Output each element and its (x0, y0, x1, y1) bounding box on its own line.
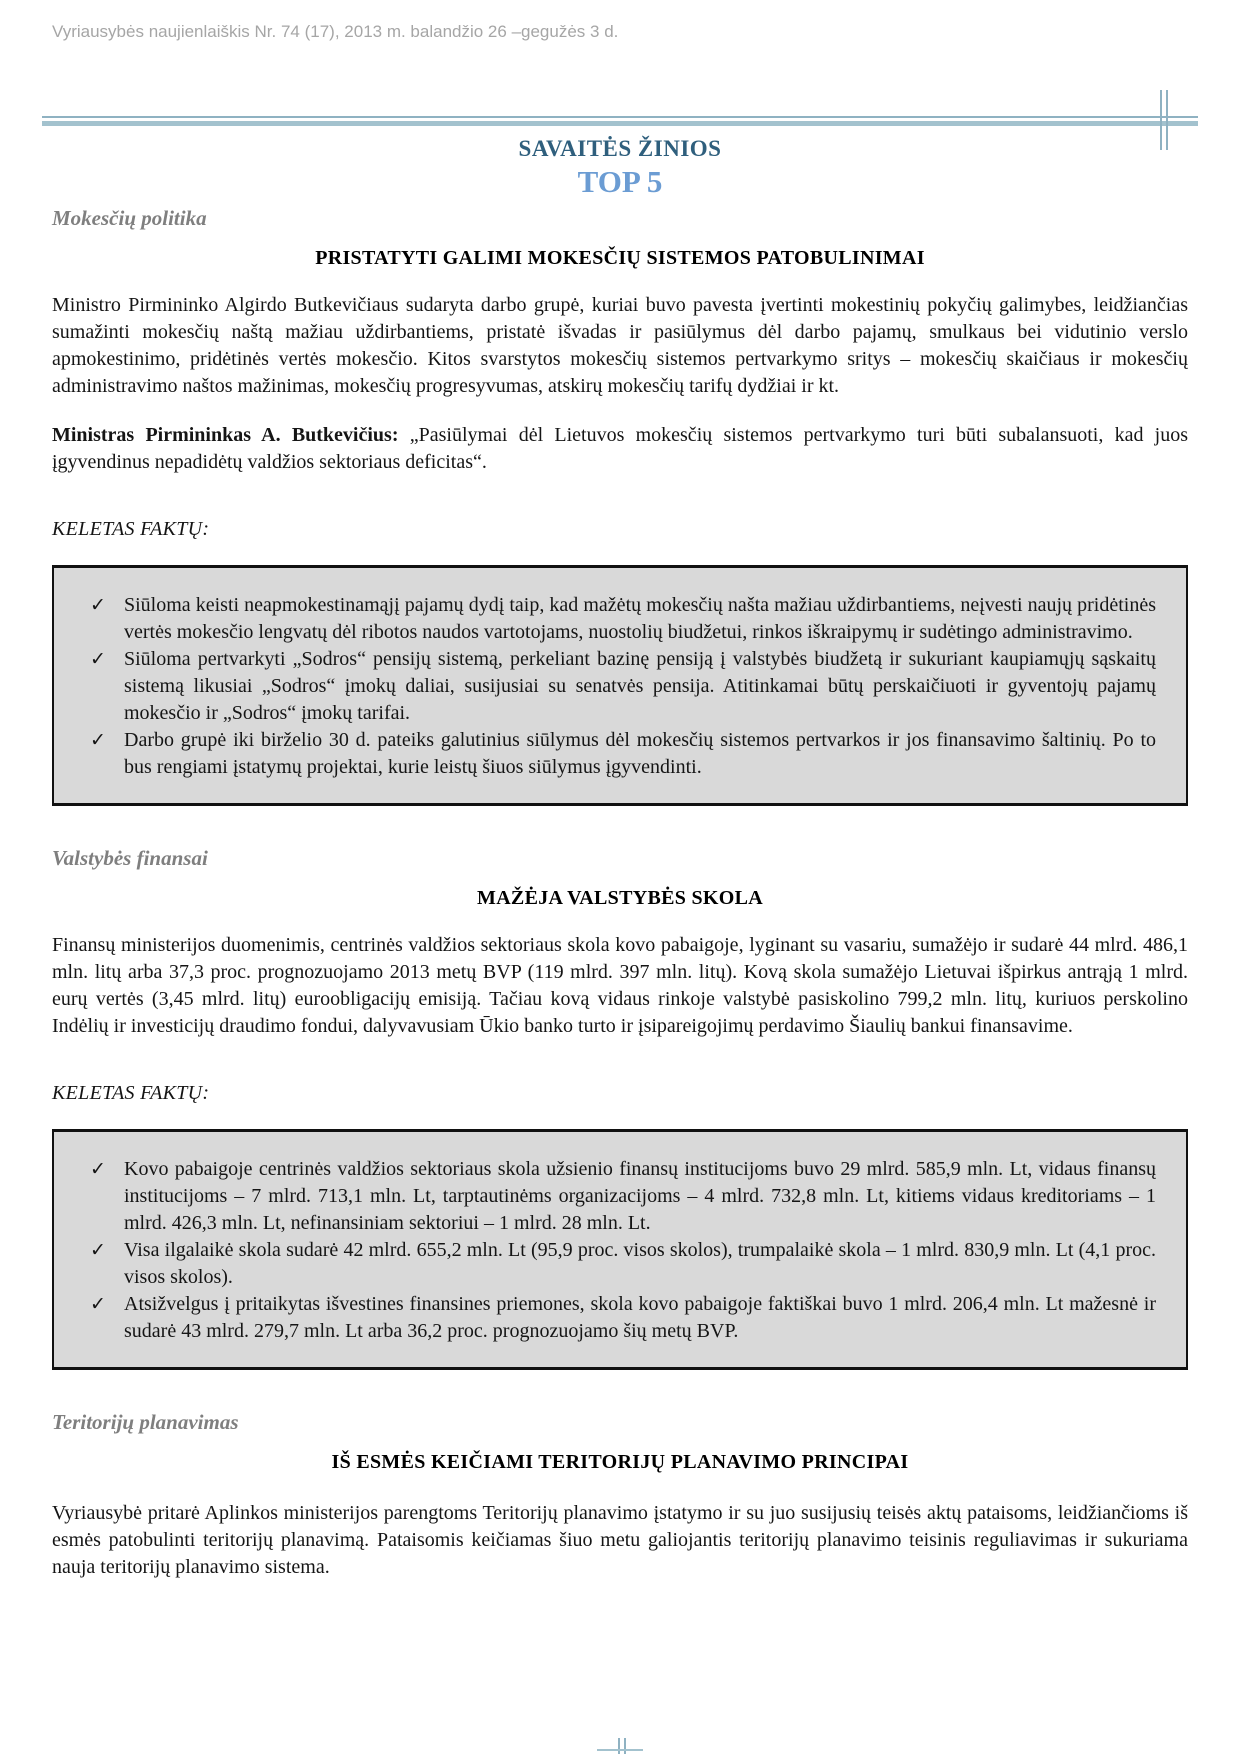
facts-box (52, 565, 1188, 806)
section-territorial-planning (52, 1410, 1188, 1581)
fact-item (80, 727, 1156, 781)
section-category: Valstybės finansai (52, 846, 208, 870)
section-category: Mokesčių politika (52, 206, 207, 230)
fact-item (80, 1156, 1156, 1237)
section-paragraph: Finansų ministerijos duomenimis, centrinės valdžios sektoriaus skola kovo pabaigoje, lyginant su vasariu, sumažėjo ir sudarė 44 mlrd. 486,1 mln. litų arba 37,3 proc. prognozuojamo 2013 metų BVP (119 mlrd. 397 mln. litų). Kovą skola sumažėjo Lietuvai išpirkus antrąją 1 mlrd. eurų vertės (3,45 mlrd. litų) euroobligacijų emisiją. Tačiau kovą vidaus rinkoje valstybė pasiskolino 799,2 mln. litų, kuriuos perskolino Indėlių ir investicijų draudimo fondui, dalyvavusiam Ūkio banko turto ir įsipareigojimų perdavimo Šiaulių bankui finansavime. (52, 934, 1188, 1037)
checkmark-icon: ✓ (90, 1240, 106, 1261)
page-border-ornament-icon (597, 1738, 643, 1754)
section-state-finances (52, 846, 1188, 1370)
fact-text: Visa ilgalaikė skola sudarė 42 mlrd. 655,2 mln. Lt (95,9 proc. visos skolos), trumpalaikė skola – 1 mlrd. 830,9 mln. Lt (4,1 proc. visos skolos). (124, 1239, 1156, 1288)
checkmark-icon: ✓ (90, 1294, 106, 1315)
section-paragraph: Vyriausybė pritarė Aplinkos ministerijos parengtoms Teritorijų planavimo įstatymo ir su juo susijusių teisės aktų pataisoms, leidžiančioms iš esmės patobulinti teritorijų planavimą. Pataisomis keičiamas šiuo metu galiojantis teritorijų planavimo teisinis reguliavimas ir sukuriama nauja teritorijų planavimo sistema. (52, 1502, 1188, 1578)
facts-label: KELETAS FAKTŲ: (52, 518, 210, 540)
fact-text: Siūloma pertvarkyti „Sodros“ pensijų sistemą, perkeliant bazinę pensiją į valstybės biudžetą ir sukuriant kaupiamųjų sąskaitų sistemą likusiai „Sodros“ įmokų daliai, susijusiai su senatvės pensija. Atitinkamai būtų perskaičiuoti ir gyventojų pajamų mokesčio ir „Sodros“ įmokų tarifai. (124, 648, 1156, 724)
minister-quote (52, 422, 1188, 476)
facts-list (80, 1156, 1156, 1345)
fact-text: Darbo grupė iki birželio 30 d. pateiks galutinius siūlymus dėl mokesčių sistemos pertvarkos ir jos finansavimo šaltinių. Po to bus rengiami įstatymų projektai, kurie leistų šiuos siūlymus įgyvendinti. (124, 729, 1156, 778)
fact-text: Atsižvelgus į pritaikytas išvestines finansines priemones, skola kovo pabaigoje faktiškai buvo 1 mlrd. 206,4 mln. Lt mažesnė ir sudarė 43 mlrd. 279,7 mln. Lt arba 36,2 proc. prognozuojamo šių metų BVP. (124, 1293, 1156, 1342)
fact-item (80, 592, 1156, 646)
section-category: Teritorijų planavimas (52, 1410, 239, 1434)
minister-quote-lead: Ministras Pirmininkas A. Butkevičius: (52, 424, 399, 446)
header-rule-thick-line (42, 121, 1198, 126)
checkmark-icon: ✓ (90, 730, 106, 751)
fact-item (80, 1237, 1156, 1291)
page-subtitle: TOP 5 (577, 164, 663, 199)
checkmark-icon: ✓ (90, 649, 106, 670)
facts-list (80, 592, 1156, 781)
header-rule (42, 116, 1198, 126)
section-heading: MAŽĖJA VALSTYBĖS SKOLA (477, 887, 763, 909)
fact-text: Kovo pabaigoje centrinės valdžios sektoriaus skola užsienio finansų institucijoms buvo 29 mlrd. 585,9 mln. Lt, vidaus finansų institucijoms – 7 mlrd. 713,1 mln. Lt, tarptautinėms organizacijoms – 4 mlrd. 732,8 mln. Lt, kitiems vidaus kreditoriams – 1 mlrd. 426,3 mln. Lt, nefinansiniam sektoriui – 1 mlrd. 28 mln. Lt. (124, 1158, 1156, 1234)
section-paragraph: Ministro Pirmininko Algirdo Butkevičiaus sudaryta darbo grupė, kuriai buvo pavesta įvertinti mokestinių pokyčių galimybes, leidžiančias sumažinti mokesčių naštą mažiau uždirbantiems, pristatė išvadas ir pasiūlymus dėl darbo pajamų, smulkaus bei vidutinio verslo apmokestinimo, pridėtinės vertės mokesčio. Kitos svarstytos mokesčių sistemos pertvarkymo sritys – mokesčių skaičiaus ir mokesčių administravimo naštos mažinimas, mokesčių progresyvumas, atskirų mokesčių tarifų dydžiai ir kt. (52, 294, 1188, 397)
minister-quote-text: „Pasiūlymai dėl Lietuvos mokesčių sistemos pertvarkymo turi būti subalansuoti, kad juos įgyvendinus nepadidėtų valdžios sektoriaus deficitas“. (52, 424, 1189, 473)
section-heading: IŠ ESMĖS KEIČIAMI TERITORIJŲ PLANAVIMO PRINCIPAI (331, 1451, 909, 1473)
section-tax-policy (52, 206, 1188, 806)
fact-text: Siūloma keisti neapmokestinamąjį pajamų dydį taip, kad mažėtų mokesčių našta mažiau uždirbantiems, neįvesti naujų pridėtinės vertės mokesčio lengvatų dėl ribotos naudos vartotojams, nuostolių biudžetui, rinkos iškraipymų ir sudėtingo administravimo. (124, 594, 1156, 643)
section-heading: PRISTATYTI GALIMI MOKESČIŲ SISTEMOS PATOBULINIMAI (315, 247, 925, 269)
checkmark-icon: ✓ (90, 1159, 106, 1180)
fact-item (80, 646, 1156, 727)
newsletter-header: Vyriausybės naujienlaiškis Nr. 74 (17), 2013 m. balandžio 26 –gegužės 3 d. (52, 22, 619, 41)
checkmark-icon: ✓ (90, 595, 106, 616)
page-border-ornament-icon (1160, 90, 1168, 150)
fact-item (80, 1291, 1156, 1345)
facts-box (52, 1129, 1188, 1370)
page-title: SAVAITĖS ŽINIOS (518, 136, 722, 161)
facts-label: KELETAS FAKTŲ: (52, 1082, 210, 1104)
